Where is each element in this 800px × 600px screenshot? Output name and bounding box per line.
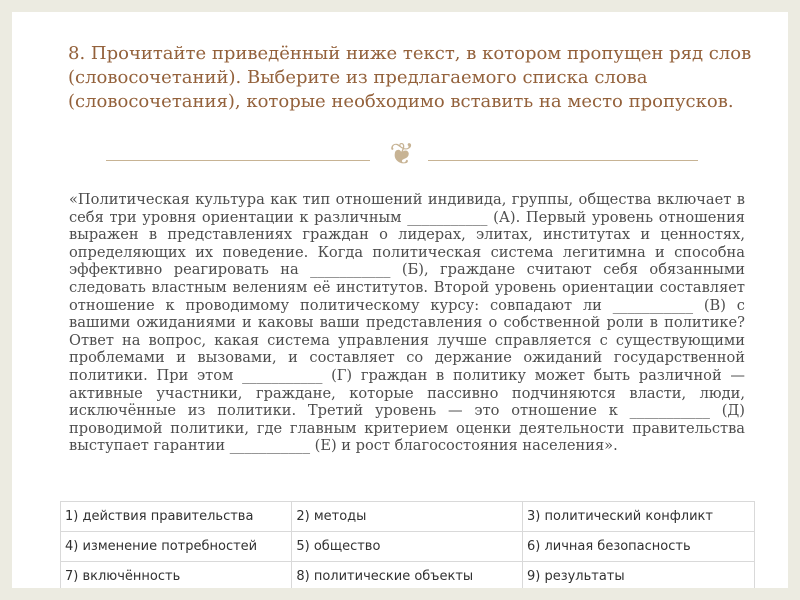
options-row xyxy=(61,502,755,532)
option-cell: 5) общество xyxy=(292,532,523,562)
option-cell: 1) действия правительства xyxy=(61,502,292,532)
task-text: «Политическая культура как тип отношений индивида, группы, общества включает в себя три уровня ориентации к различным ___________ (А). Первый уровень отношения выражен в представлениях граждан о лидерах, элитах, институтах и ценностях, определяющих их поведение. Когда политическая система легитимна и способна эффективно реагировать на ___________ (Б), граждане считают себя обязанными следовать властным велениям её институтов. Второй уровень ориентации составляет отношение к проводимому политическому курсу: совпадают ли ___________ (В) с вашими ожиданиями и каковы ваши представления о собственной роли в политике? Ответ на вопрос, какая система управления лучше справляется с существующими проблемами и вызовами, и составляет со держание ожиданий государственной политики. При этом ___________ (Г) граждан в политику может быть различной — активные участники, граждане, которые пассивно подчиняются власти, люди, исключённые из политики. Третий уровень — это отношение к ___________ (Д) проводимой политики, где главным критерием оценки деятельности правительства выступает гарантии ___________ (Е) и рост благосостояния населения». xyxy=(69,191,745,455)
options-table xyxy=(60,501,755,588)
slide xyxy=(12,12,788,588)
option-cell: 4) изменение потребностей xyxy=(61,532,292,562)
options-row xyxy=(61,532,755,562)
divider-line-left xyxy=(106,160,370,161)
option-cell: 3) политический конфликт xyxy=(522,502,754,532)
divider-line-right xyxy=(428,160,698,161)
fleuron-icon: ❦ xyxy=(389,137,415,172)
option-cell: 2) методы xyxy=(292,502,523,532)
option-cell: 7) включённость xyxy=(61,562,292,589)
option-cell: 8) политические объекты xyxy=(292,562,523,589)
ornament-divider xyxy=(12,137,788,176)
task-heading: 8. Прочитайте приведённый ниже текст, в котором пропущен ряд слов (словосочетаний). Выберите из предлагаемого списка слова (словосочетания), которые необходимо вставить на место пропусков. xyxy=(68,43,752,112)
option-cell: 6) личная безопасность xyxy=(522,532,754,562)
options-row xyxy=(61,562,755,589)
option-cell: 9) результаты xyxy=(522,562,754,589)
